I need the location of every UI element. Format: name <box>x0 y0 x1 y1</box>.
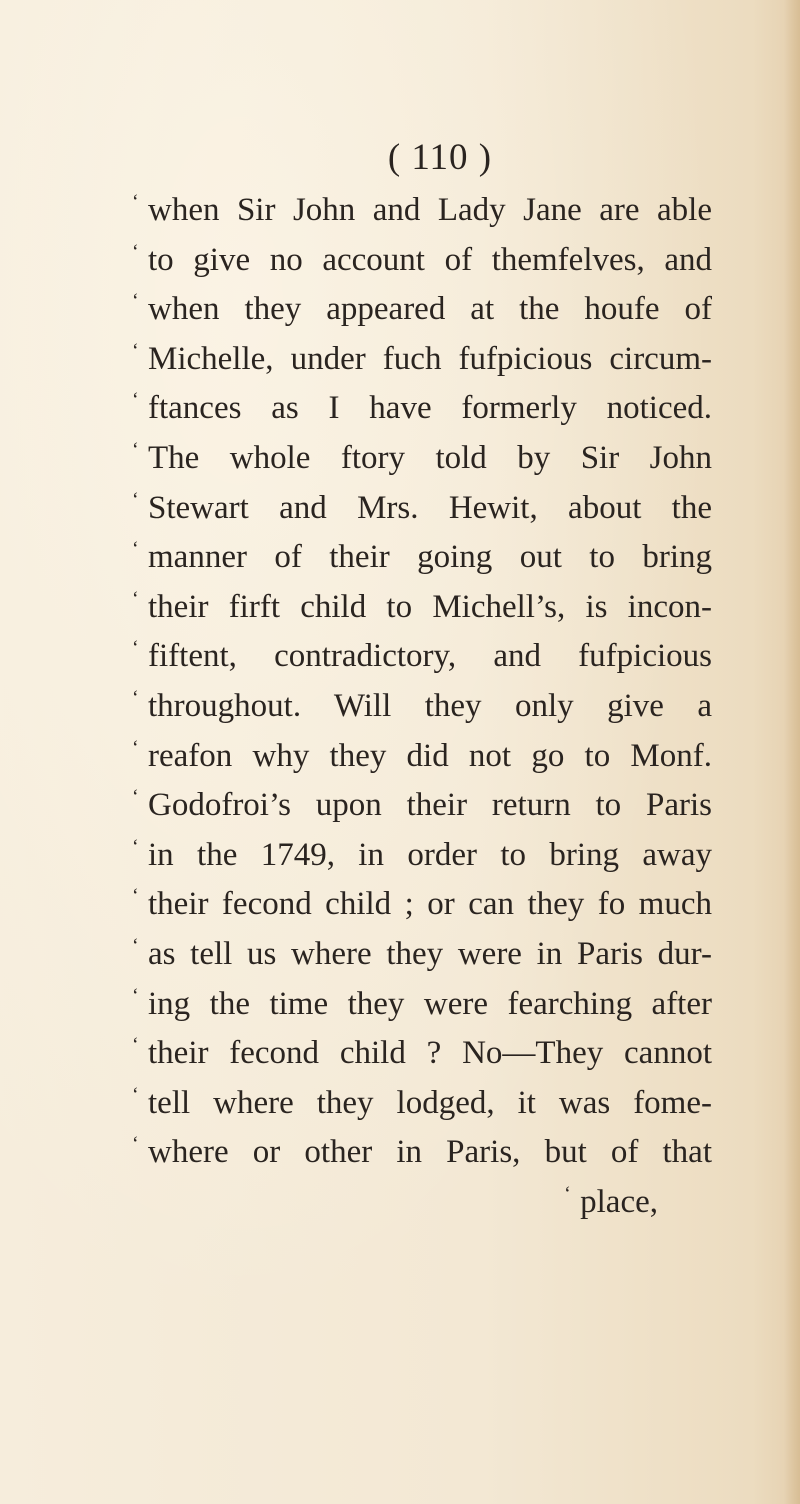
quote-mark: ‘ <box>132 934 139 957</box>
catchword: place, <box>580 1183 658 1220</box>
line-text: their fecond child ; or can they fo much <box>148 886 712 923</box>
quote-mark: ‘ <box>132 438 139 461</box>
line-text: Stewart and Mrs. Hewit, about the <box>148 489 712 526</box>
quote-mark: ‘ <box>132 637 139 660</box>
quote-mark: ‘ <box>132 339 139 362</box>
text-line <box>132 341 712 391</box>
text-line <box>132 291 712 341</box>
line-text: their fecond child ? No—They cannot <box>148 1035 712 1072</box>
quote-mark: ‘ <box>132 1034 139 1057</box>
quote-mark: ‘ <box>132 984 139 1007</box>
line-text: when they appeared at the houfe of <box>148 291 712 328</box>
quote-mark: ‘ <box>132 389 139 412</box>
text-line <box>132 986 712 1036</box>
line-text: ftances as I have formerly noticed. <box>148 390 712 427</box>
quote-mark: ‘ <box>132 736 139 759</box>
line-text: Michelle, under fuch fufpicious circum- <box>148 340 712 377</box>
line-text: their firft child to Michell’s, is incon- <box>148 588 712 625</box>
page-number: ( 110 ) <box>387 137 493 178</box>
line-text: as tell us where they were in Paris dur- <box>148 935 712 972</box>
line-text: throughout. Will they only give a <box>148 687 712 724</box>
text-line <box>132 738 712 788</box>
text-line <box>132 539 712 589</box>
quote-mark: ‘ <box>132 587 139 610</box>
page-edge-shadow <box>784 0 800 1504</box>
quote-mark: ‘ <box>132 835 139 858</box>
text-line <box>132 787 712 837</box>
text-line <box>132 638 712 688</box>
body-text <box>132 192 712 1233</box>
text-line <box>132 1035 712 1085</box>
quote-mark: ‘ <box>132 885 139 908</box>
line-text: The whole ftory told by Sir John <box>148 439 712 476</box>
text-line <box>132 1085 712 1135</box>
catchword-line <box>132 1184 712 1234</box>
text-line <box>132 837 712 887</box>
text-line <box>132 242 712 292</box>
line-text: tell where they lodged, it was fome- <box>148 1084 712 1121</box>
line-text: when Sir John and Lady Jane are able <box>148 192 712 228</box>
line-text: reafon why they did not go to Monf. <box>148 737 712 774</box>
text-line <box>132 390 712 440</box>
quote-mark: ‘ <box>564 1182 571 1205</box>
quote-mark: ‘ <box>132 538 139 561</box>
line-text: Godofroi’s upon their return to Paris <box>148 787 712 824</box>
line-text: fiftent, contradictory, and fufpicious <box>148 638 712 675</box>
line-text: ing the time they were fearching after <box>148 985 712 1022</box>
text-line <box>132 688 712 738</box>
quote-mark: ‘ <box>132 290 139 313</box>
line-text: where or other in Paris, but of that <box>148 1134 712 1171</box>
text-line <box>132 490 712 540</box>
quote-mark: ‘ <box>132 1133 139 1156</box>
text-line <box>132 886 712 936</box>
quote-mark: ‘ <box>132 488 139 511</box>
text-line <box>132 1134 712 1184</box>
quote-mark: ‘ <box>132 240 139 263</box>
text-line <box>132 589 712 639</box>
quote-mark: ‘ <box>132 1083 139 1106</box>
line-text: to give no account of themfelves, and <box>148 241 712 278</box>
line-text: in the 1749, in order to bring away <box>148 836 712 873</box>
text-line <box>132 936 712 986</box>
quote-mark: ‘ <box>132 686 139 709</box>
line-text: manner of their going out to bring <box>148 539 712 576</box>
quote-mark: ‘ <box>132 786 139 809</box>
text-line <box>132 192 712 242</box>
text-line <box>132 440 712 490</box>
quote-mark: ‘ <box>132 191 139 213</box>
